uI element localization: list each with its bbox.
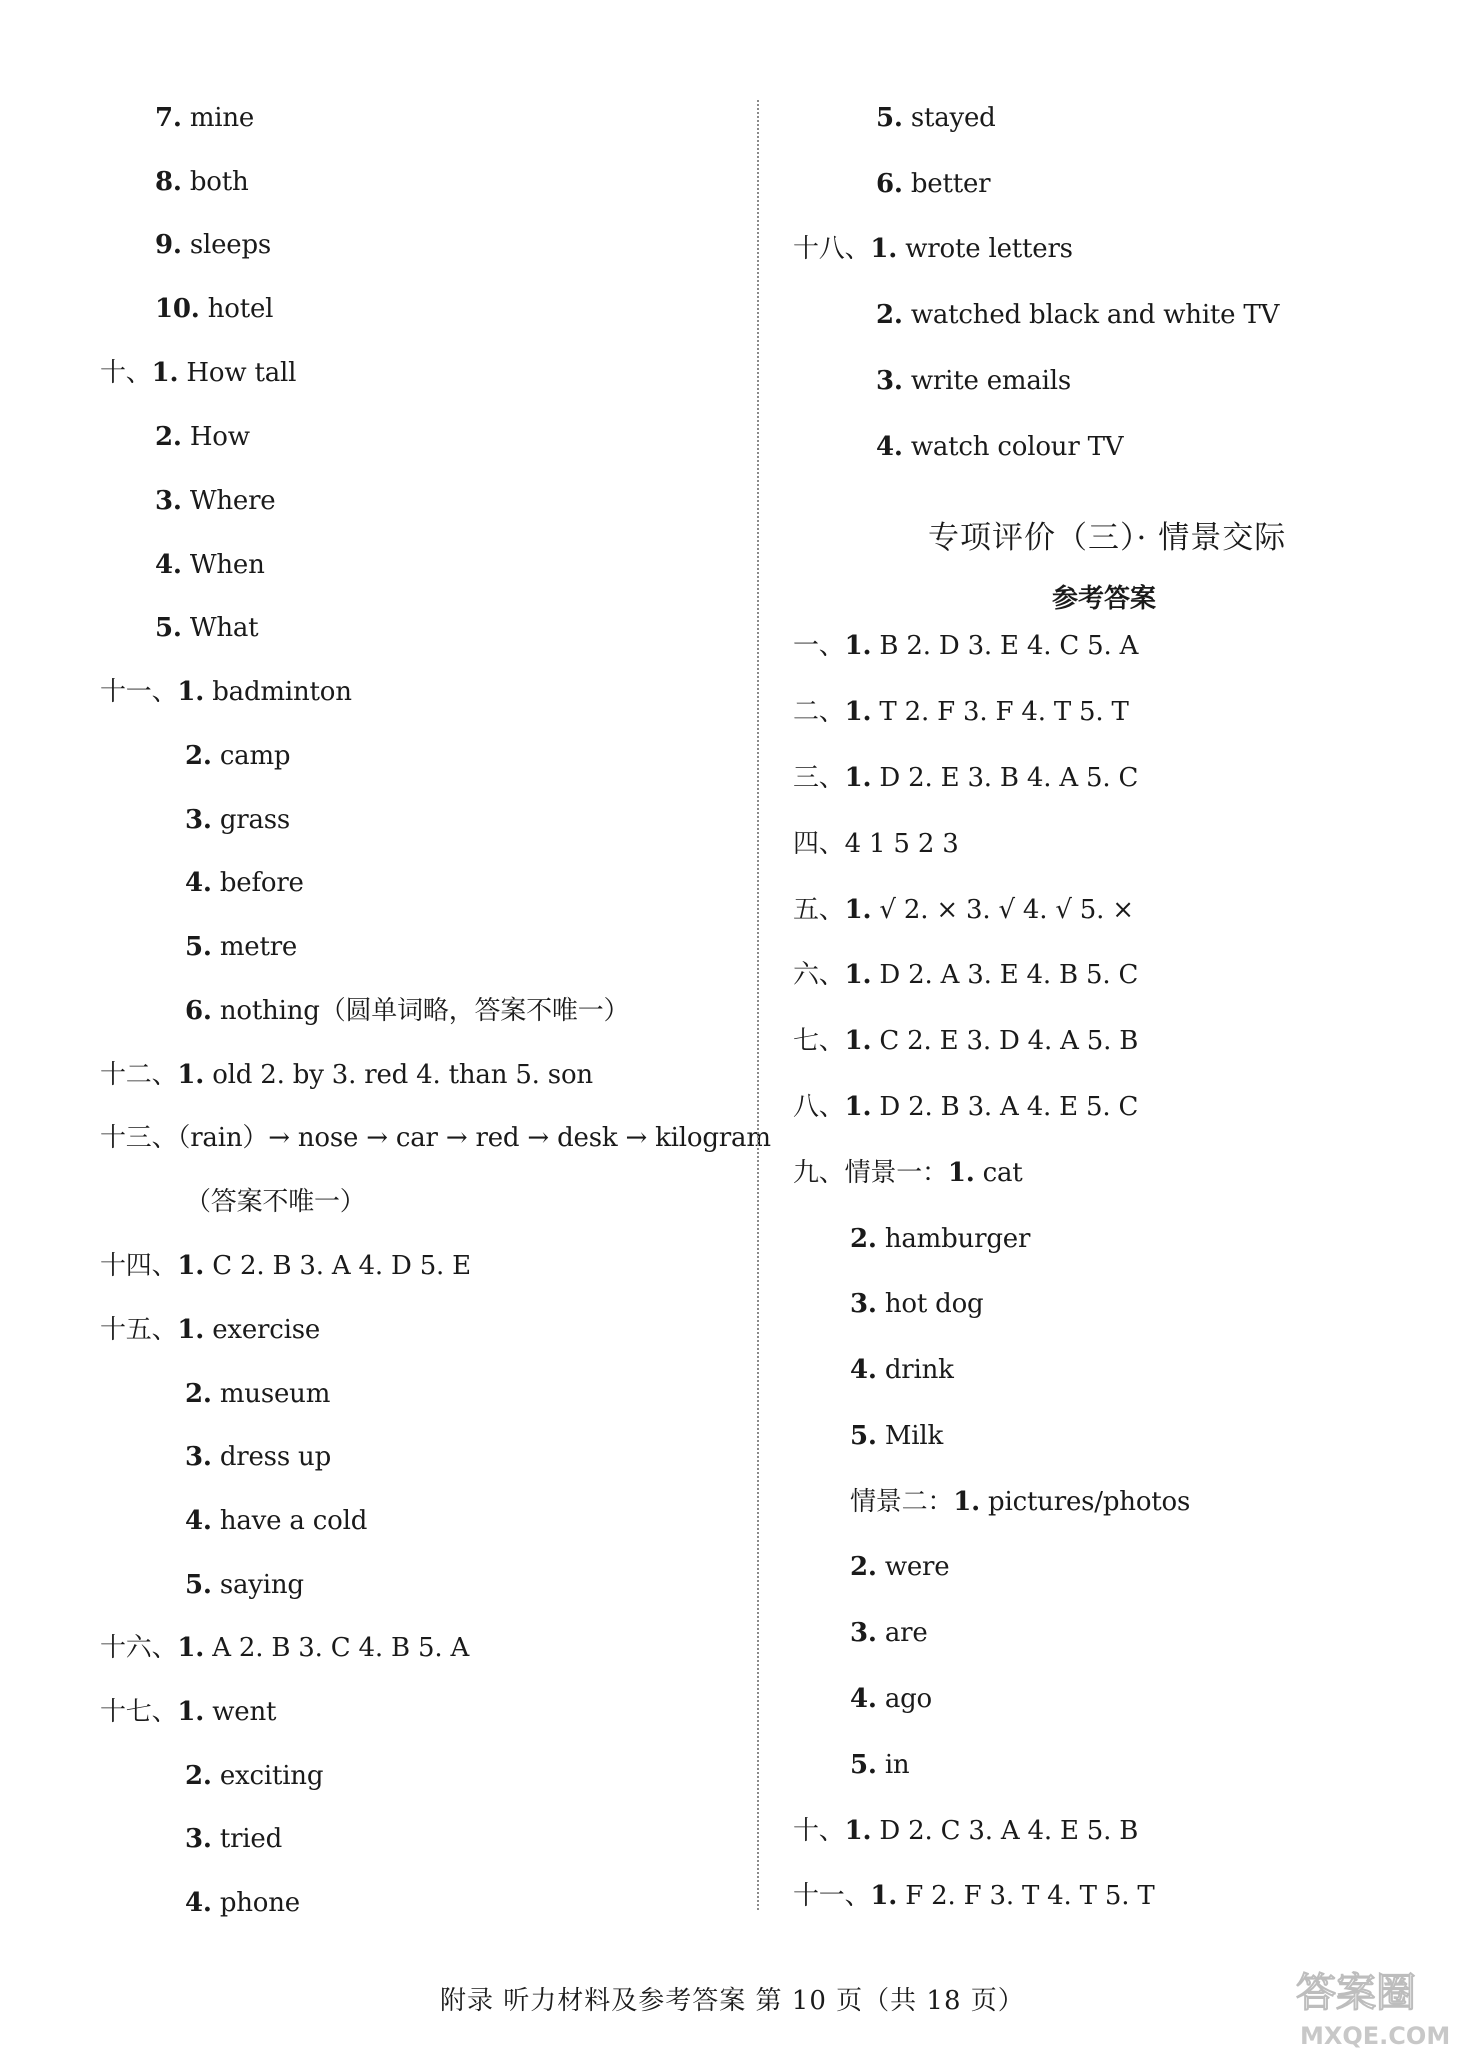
item-number: 1. xyxy=(177,1697,205,1727)
answer-text: are xyxy=(876,1618,928,1648)
answer-line xyxy=(185,1569,304,1601)
answer-text: D 2. E 3. B 4. A 5. C xyxy=(871,763,1139,793)
answer-line xyxy=(793,1815,1138,1847)
watermark-logo xyxy=(1290,1962,1468,2052)
question-prefix: 情景二： xyxy=(850,1487,954,1517)
item-number: 1. xyxy=(844,895,872,925)
answer-text: D 2. C 3. A 4. E 5. B xyxy=(871,1816,1139,1846)
item-number: 1. xyxy=(870,234,898,264)
answer-line xyxy=(185,867,304,899)
answer-text: before xyxy=(211,868,304,898)
answer-text: dress up xyxy=(211,1442,332,1472)
item-number: 2. xyxy=(185,741,212,771)
answer-line xyxy=(850,1420,943,1452)
answer-line xyxy=(850,1486,1190,1518)
answer-text: 4 1 5 2 3 xyxy=(844,829,959,859)
answer-line xyxy=(185,1378,330,1410)
answer-line xyxy=(155,293,273,325)
answer-line xyxy=(155,166,249,198)
item-number: 1. xyxy=(177,1251,205,1281)
answer-line xyxy=(100,676,352,708)
answer-text: metre xyxy=(211,932,298,962)
answer-text: （rain）→ nose → car → red → desk → kilogram xyxy=(177,1123,771,1153)
item-number: 1. xyxy=(844,631,872,661)
watermark-top-text: 答案圈 xyxy=(1296,1970,1416,2016)
answer-line xyxy=(850,1223,1030,1255)
item-number: 2. xyxy=(185,1379,212,1409)
item-number: 2. xyxy=(850,1224,877,1254)
item-number: 3. xyxy=(185,1442,212,1472)
item-number: 5. xyxy=(850,1421,877,1451)
item-number: 5. xyxy=(155,613,182,643)
answer-line xyxy=(876,365,1071,397)
answer-line xyxy=(793,828,959,860)
question-prefix: 十三、 xyxy=(100,1123,178,1153)
answer-text: exercise xyxy=(204,1315,321,1345)
answer-line xyxy=(155,485,276,517)
answer-text: exciting xyxy=(211,1761,324,1791)
question-prefix: 十六、 xyxy=(100,1633,178,1663)
item-number: 4. xyxy=(185,1888,212,1918)
answer-text: Where xyxy=(181,486,276,516)
page-footer: 附录 听力材料及参考答案 第 10 页（共 18 页） xyxy=(440,1986,1025,2016)
answer-text: saying xyxy=(211,1570,304,1600)
question-prefix: 九、情景一： xyxy=(793,1158,948,1188)
item-number: 5. xyxy=(185,1570,212,1600)
answer-line xyxy=(100,1122,771,1154)
item-number: 4. xyxy=(876,432,903,462)
question-prefix: 二、 xyxy=(793,697,845,727)
answer-line xyxy=(100,1314,320,1346)
answer-line xyxy=(793,959,1138,991)
answer-text: drink xyxy=(876,1355,954,1385)
section-title: 专项评价（三）· 情景交际 xyxy=(928,520,1287,556)
answer-text: both xyxy=(181,167,249,197)
answer-text: have a cold xyxy=(211,1506,368,1536)
answer-text: badminton xyxy=(204,677,352,707)
answer-text: C 2. E 3. D 4. A 5. B xyxy=(871,1026,1139,1056)
answer-text: hotel xyxy=(199,294,274,324)
item-number: 1. xyxy=(844,960,872,990)
answer-line xyxy=(793,1157,1023,1189)
answer-text: tried xyxy=(211,1824,283,1854)
item-number: 1. xyxy=(844,1092,872,1122)
answer-line xyxy=(876,102,996,134)
question-prefix: 四、 xyxy=(793,829,845,859)
item-number: 4. xyxy=(185,1506,212,1536)
answer-text: mine xyxy=(181,103,255,133)
answer-line xyxy=(793,233,1073,265)
answer-line xyxy=(850,1288,983,1320)
item-number: 5. xyxy=(185,932,212,962)
answer-line xyxy=(155,549,265,581)
answer-line xyxy=(100,1696,276,1728)
item-number: 6. xyxy=(185,996,212,1026)
item-number: 1. xyxy=(844,1026,872,1056)
answer-text: were xyxy=(876,1552,950,1582)
answer-text: phone xyxy=(211,1888,300,1918)
answer-line xyxy=(850,1617,928,1649)
answer-text: grass xyxy=(211,805,291,835)
answer-line xyxy=(185,995,629,1027)
answer-text: cat xyxy=(974,1158,1023,1188)
item-number: 1. xyxy=(177,1633,205,1663)
answer-line xyxy=(155,612,258,644)
answer-text: How tall xyxy=(178,358,297,388)
answer-text: B 2. D 3. E 4. C 5. A xyxy=(871,631,1139,661)
question-prefix: 六、 xyxy=(793,960,845,990)
item-number: 1. xyxy=(870,1881,898,1911)
answer-text: ago xyxy=(876,1684,933,1714)
answer-text: T 2. F 3. F 4. T 5. T xyxy=(871,697,1129,727)
answer-line xyxy=(876,299,1279,331)
item-number: 1. xyxy=(844,763,872,793)
question-prefix: 五、 xyxy=(793,895,845,925)
answer-text: in xyxy=(876,1750,910,1780)
answer-line xyxy=(793,1880,1154,1912)
answer-line xyxy=(793,630,1138,662)
item-number: 1. xyxy=(953,1487,980,1517)
item-number: 5. xyxy=(876,103,903,133)
answer-text: √ 2. × 3. √ 4. √ 5. × xyxy=(871,895,1134,925)
answer-text: went xyxy=(204,1697,277,1727)
item-number: 1. xyxy=(177,1060,205,1090)
item-number: 3. xyxy=(155,486,182,516)
answer-text: watched black and white TV xyxy=(902,300,1280,330)
answer-line xyxy=(185,1760,323,1792)
item-number: 3. xyxy=(850,1618,877,1648)
answer-line xyxy=(100,1632,469,1664)
item-number: 6. xyxy=(876,169,903,199)
item-number: 2. xyxy=(185,1761,212,1791)
question-prefix: 七、 xyxy=(793,1026,845,1056)
answer-line xyxy=(155,102,254,134)
section-subtitle: 参考答案 xyxy=(1052,584,1157,614)
answer-text: watch colour TV xyxy=(902,432,1124,462)
item-number: 2. xyxy=(155,422,182,452)
item-number: 10. xyxy=(155,294,200,324)
item-number: 9. xyxy=(155,230,182,260)
answer-line xyxy=(185,1823,282,1855)
answer-text: Milk xyxy=(876,1421,944,1451)
answer-line xyxy=(185,1505,367,1537)
answer-text: D 2. B 3. A 4. E 5. C xyxy=(871,1092,1139,1122)
column-divider xyxy=(757,100,759,1910)
item-number: 1. xyxy=(177,1315,205,1345)
item-number: 4. xyxy=(850,1684,877,1714)
item-number: 3. xyxy=(850,1289,877,1319)
answer-text: camp xyxy=(211,741,291,771)
answer-line xyxy=(850,1551,949,1583)
question-prefix: 十七、 xyxy=(100,1697,178,1727)
answer-text: （答案不唯一） xyxy=(185,1187,366,1217)
answer-line xyxy=(850,1683,932,1715)
answer-text: D 2. A 3. E 4. B 5. C xyxy=(871,960,1139,990)
item-number: 3. xyxy=(185,1824,212,1854)
item-number: 3. xyxy=(185,805,212,835)
item-number: 2. xyxy=(850,1552,877,1582)
item-number: 2. xyxy=(876,300,903,330)
answer-line xyxy=(793,762,1138,794)
answer-line xyxy=(793,1091,1138,1123)
item-number: 4. xyxy=(185,868,212,898)
answer-text: old 2. by 3. red 4. than 5. son xyxy=(204,1060,593,1090)
item-number: 8. xyxy=(155,167,182,197)
answer-line xyxy=(850,1354,954,1386)
answer-line xyxy=(185,804,290,836)
question-prefix: 一、 xyxy=(793,631,845,661)
answer-text: stayed xyxy=(902,103,996,133)
item-number: 1. xyxy=(177,677,205,707)
item-number: 1. xyxy=(844,1816,872,1846)
answer-text: hot dog xyxy=(876,1289,984,1319)
question-prefix: 十八、 xyxy=(793,234,871,264)
answer-text: museum xyxy=(211,1379,331,1409)
question-prefix: 三、 xyxy=(793,763,845,793)
item-number: 5. xyxy=(850,1750,877,1780)
answer-line xyxy=(185,1441,331,1473)
question-prefix: 十五、 xyxy=(100,1315,178,1345)
answer-line xyxy=(185,1887,300,1919)
answer-line xyxy=(185,1186,366,1218)
answer-text: F 2. F 3. T 4. T 5. T xyxy=(897,1881,1155,1911)
answer-text: wrote letters xyxy=(897,234,1073,264)
answer-line xyxy=(185,931,297,963)
answer-line xyxy=(793,1025,1138,1057)
answer-text: A 2. B 3. C 4. B 5. A xyxy=(204,1633,470,1663)
answer-text: hamburger xyxy=(876,1224,1031,1254)
answer-text: write emails xyxy=(902,366,1072,396)
answer-line xyxy=(793,696,1129,728)
question-prefix: 十四、 xyxy=(100,1251,178,1281)
watermark-bottom-text: MXQE.COM xyxy=(1300,2022,1451,2050)
answer-text: How xyxy=(181,422,250,452)
question-prefix: 八、 xyxy=(793,1092,845,1122)
answer-text: better xyxy=(902,169,991,199)
answer-line xyxy=(793,894,1134,926)
question-prefix: 十、 xyxy=(793,1816,845,1846)
answer-line xyxy=(185,740,290,772)
answer-text: pictures/photos xyxy=(979,1487,1191,1517)
item-number: 1. xyxy=(151,358,179,388)
item-number: 4. xyxy=(155,550,182,580)
question-prefix: 十一、 xyxy=(100,677,178,707)
answer-line xyxy=(850,1749,909,1781)
answer-line xyxy=(876,431,1123,463)
answer-text: sleeps xyxy=(181,230,272,260)
answer-text: nothing（圆单词略，答案不唯一） xyxy=(211,996,630,1026)
question-prefix: 十、 xyxy=(100,358,152,388)
answer-line xyxy=(100,357,296,389)
answer-line xyxy=(100,1250,471,1282)
item-number: 1. xyxy=(947,1158,975,1188)
item-number: 1. xyxy=(844,697,872,727)
question-prefix: 十一、 xyxy=(793,1881,871,1911)
answer-text: What xyxy=(181,613,259,643)
item-number: 3. xyxy=(876,366,903,396)
answer-line xyxy=(876,168,990,200)
answer-line xyxy=(100,1059,593,1091)
answer-text: When xyxy=(181,550,265,580)
question-prefix: 十二、 xyxy=(100,1060,178,1090)
item-number: 4. xyxy=(850,1355,877,1385)
answer-line xyxy=(155,229,271,261)
answer-line xyxy=(155,421,250,453)
answer-text: C 2. B 3. A 4. D 5. E xyxy=(204,1251,471,1281)
item-number: 7. xyxy=(155,103,182,133)
